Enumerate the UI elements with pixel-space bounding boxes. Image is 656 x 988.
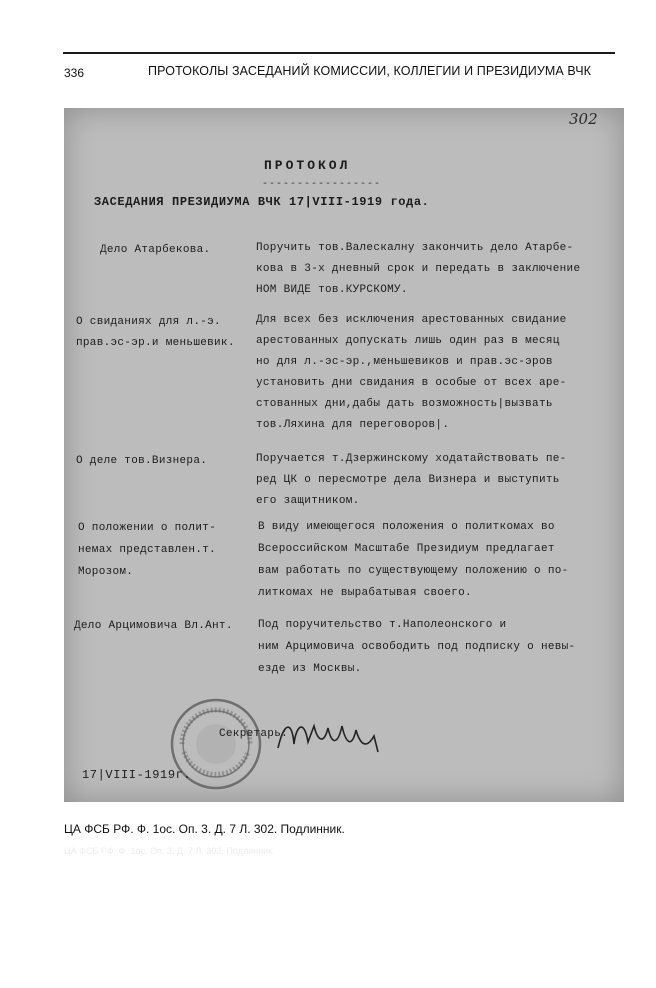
- resolution-line: Под поручительство т.Наполеонского и: [258, 619, 507, 631]
- resolution-line: ред ЦК о пересмотре дела Визнера и выступить: [256, 474, 560, 486]
- resolution-line: Поручается т.Дзержинскому ходатайствовать пе-: [256, 453, 567, 465]
- resolution-line: установить дни свидания в особые от всех аре-: [256, 377, 567, 389]
- secretary-label: Секретарь:: [219, 728, 289, 740]
- handwritten-signature: [274, 714, 384, 754]
- resolution-line: Поручить тов.Валескалну закончить дело Атарбе-: [256, 242, 574, 254]
- resolution-line: арестованных допускать лишь один раз в месяц: [256, 335, 560, 347]
- resolution-line: ним Арцимовича освободить под подписку о невы-: [258, 641, 576, 653]
- resolution-line: кова в 3-х дневный срок и передать в заключение: [256, 263, 581, 275]
- resolution-line: вам работать по существующему положению о по-: [258, 565, 569, 577]
- archive-citation: ЦА ФСБ РФ. Ф. 1ос. Оп. 3. Д. 7 Л. 302. Подлинник.: [64, 822, 345, 836]
- archive-sheet-number: 302: [569, 110, 598, 128]
- header-rule: [63, 52, 615, 54]
- running-title: ПРОТОКОЛЫ ЗАСЕДАНИЙ КОМИССИИ, КОЛЛЕГИИ И ПРЕЗИДИУМА ВЧК: [148, 64, 592, 78]
- agenda-item-label: О деле тов.Визнера.: [76, 455, 208, 467]
- resolution-line: его защитником.: [256, 495, 360, 507]
- resolution-line: литкомах не вырабатывая своего.: [258, 587, 472, 599]
- typed-protocol: [64, 108, 624, 802]
- resolution-line: но для л.-эс-эр.,меньшевиков и прав.эс-эров: [256, 356, 553, 368]
- document-subtitle: ЗАСЕДАНИЯ ПРЕЗИДИУМА ВЧК 17|VIII-1919 года.: [94, 195, 430, 209]
- page-number: 336: [64, 66, 85, 80]
- resolution-line: В виду имеющегося положения о политкомах во: [258, 521, 555, 533]
- agenda-item-label: немах представлен.т.: [78, 544, 217, 556]
- agenda-item-label: Дело Атарбекова.: [100, 244, 211, 256]
- document-title: ПРОТОКОЛ: [264, 158, 351, 173]
- document-date: 17|VIII-1919г.: [82, 768, 192, 782]
- agenda-item-label: О свиданиях для л.-э.: [76, 316, 221, 328]
- archival-document-photo: [64, 108, 624, 802]
- resolution-line: Для всех без исключения арестованных свидание: [256, 314, 567, 326]
- title-underline: -----------------: [262, 179, 382, 190]
- agenda-item-label: Дело Арцимовича Вл.Ант.: [74, 620, 233, 632]
- agenda-item-label: Морозом.: [78, 566, 134, 578]
- agenda-item-label: прав.эс-эр.и меньшевик.: [76, 337, 235, 349]
- agenda-item-label: О положении о полит-: [78, 522, 217, 534]
- resolution-line: тов.Ляхина для переговоров|.: [256, 419, 450, 431]
- resolution-line: НОМ ВИДЕ тов.КУРСКОМУ.: [256, 284, 408, 296]
- resolution-line: Всероссийском Масштабе Президиум предлагает: [258, 543, 555, 555]
- show-through-text: ЦА ФСБ РФ. Ф. 1ос. Оп. 3. Д. 7 Л. 302. Подлинник.: [64, 846, 275, 856]
- resolution-line: стованных дни,дабы дать возможность|вызвать: [256, 398, 553, 410]
- resolution-line: езде из Москвы.: [258, 663, 362, 675]
